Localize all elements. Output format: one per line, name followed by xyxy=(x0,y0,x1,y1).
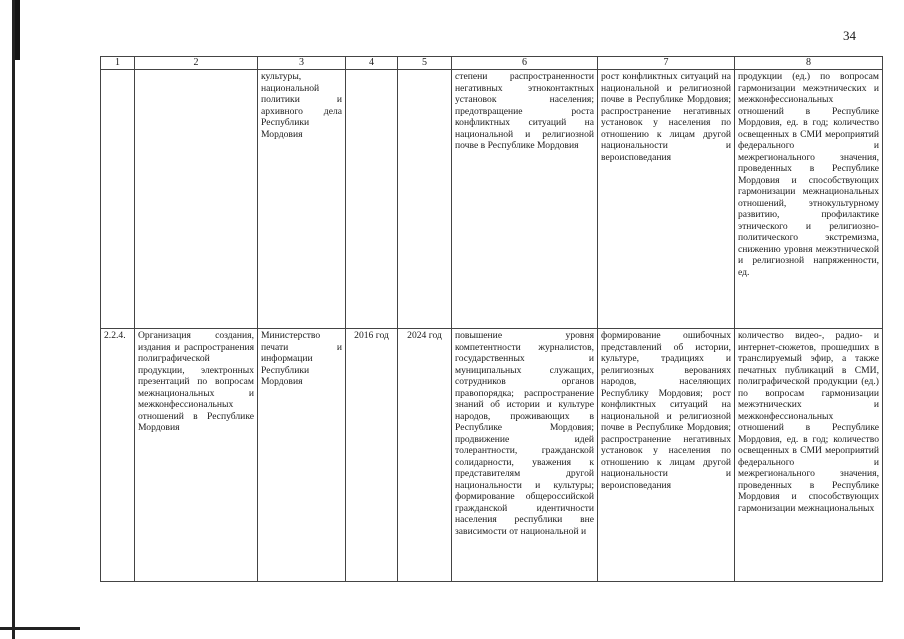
table-header-row xyxy=(101,57,883,70)
end-year-cell: 2024 год xyxy=(398,329,452,582)
page-number: 34 xyxy=(843,28,856,43)
responsible-executor-cell: Министерство печати и информации Республики Мордовия xyxy=(258,329,346,582)
expected-result-cell: степени распространенности негативных этноконтактных установок населения; предотвращение роста конфликтных ситуаций на национальной и религиозной почве в Республике Мордовия xyxy=(452,70,598,329)
header-cell: 8 xyxy=(735,57,883,70)
header-cell: 7 xyxy=(598,57,735,70)
table-row xyxy=(101,329,883,582)
header-cell: 1 xyxy=(101,57,135,70)
header-cell: 3 xyxy=(258,57,346,70)
item-number-cell: 2.2.4. xyxy=(101,329,135,582)
indicator-cell: продукции (ед.) по вопросам гармонизации межэтнических и межконфессиональных отношений в Республике Мордовия, ед. в год; количество освещенных в СМИ мероприятий федерального и межрегионального значения, проведенных в Республике Мордовия и способствующих гармонизации межнациональных отношений, этнокультурному развитию, профилактике этнического и религиозно-политического экстремизма, снижению уровня межэтнической и религиозной напряженности, ед. xyxy=(735,70,883,329)
activity-name-cell xyxy=(135,70,258,329)
consequences-cell: рост конфликтных ситуаций на национальной и религиозной почве в Республике Мордовия; распространение негативных установок у населения по отношению к лицам другой национальности и вероисповедания xyxy=(598,70,735,329)
start-year-cell xyxy=(346,70,398,329)
header-cell: 4 xyxy=(346,57,398,70)
scan-bottom-edge xyxy=(0,627,80,630)
table-row xyxy=(101,70,883,329)
activity-name-cell: Организация создания, издания и распространения полиграфической продукции, электронных презентаций по вопросам межнациональных и межконфессиональных отношений в Республике Мордовия xyxy=(135,329,258,582)
end-year-cell xyxy=(398,70,452,329)
item-number-cell xyxy=(101,70,135,329)
header-cell: 2 xyxy=(135,57,258,70)
indicator-cell: количество видео-, радио- и интернет-сюжетов, прошедших в транслируемый эфир, а также печатных публикаций в СМИ, полиграфической продукции (ед.) по вопросам гармонизации межэтнических и межконфессиональных отношений в Республике Мордовия, ед. в год; количество освещенных в СМИ мероприятий федерального и межрегионального значения, проведенных в Республике Мордовия и способствующих гармонизации межнациональных xyxy=(735,329,883,582)
header-cell: 6 xyxy=(452,57,598,70)
header-cell: 5 xyxy=(398,57,452,70)
program-table xyxy=(100,56,883,582)
start-year-cell: 2016 год xyxy=(346,329,398,582)
responsible-executor-cell: культуры, национальной политики и архивного дела Республики Мордовия xyxy=(258,70,346,329)
consequences-cell: формирование ошибочных представлений об истории, культуре, традициях и религиозных верованиях народов, населяющих Республику Мордовия; рост конфликтных ситуаций на национальной и религиозной почве в Республике Мордовия; распространение негативных установок у населения по отношению к лицам другой национальности и вероисповедания xyxy=(598,329,735,582)
scan-left-edge xyxy=(12,0,15,639)
expected-result-cell: повышение уровня компетентности журналистов, государственных и муниципальных служащих, сотрудников органов правопорядка; распространение знаний об истории и культуре народов, проживающих в Республике Мордовия; продвижение идей толерантности, гражданской солидарности, уважения к представителям другой национальности и культуры; формирование общероссийской гражданской идентичности населения республики вне зависимости от национальной и xyxy=(452,329,598,582)
